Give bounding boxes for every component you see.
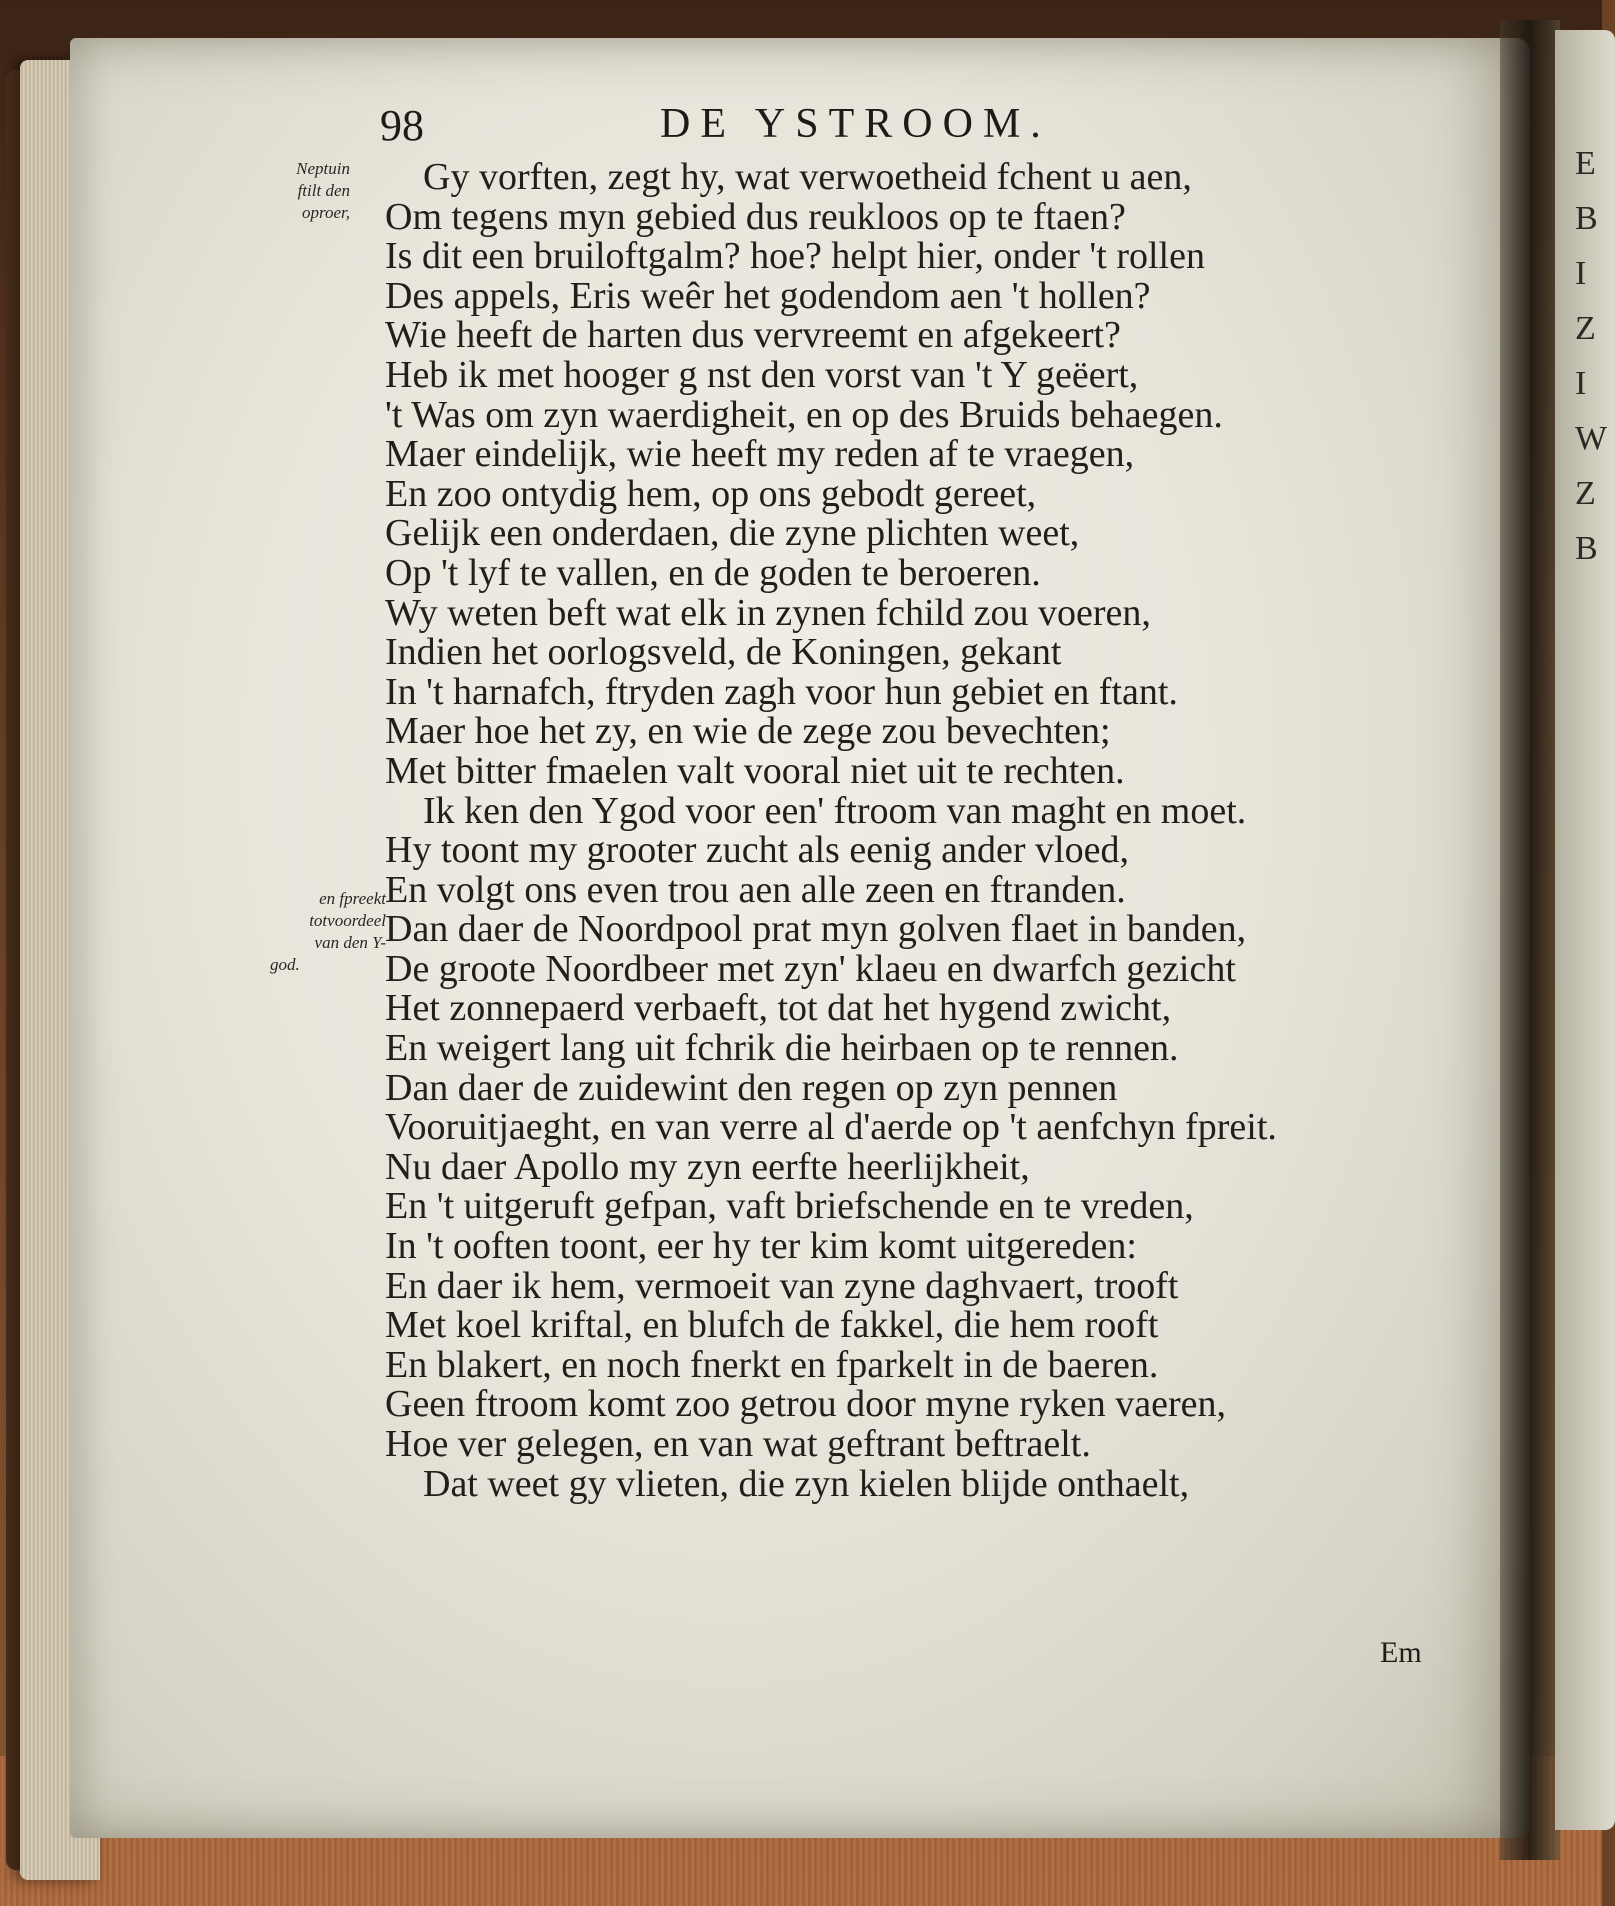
- poem-line: In 't harnafch, ftryden zagh voor hun gebiet en ftant.: [385, 670, 1178, 713]
- poem-line: En volgt ons even trou aen alle zeen en ftranden.: [385, 868, 1126, 911]
- poem-line: Met bitter fmaelen valt vooral niet uit te rechten.: [385, 749, 1125, 792]
- poem-line: Vooruitjaeght, en van verre al d'aerde op 't aenfchyn fpreit.: [385, 1106, 1277, 1149]
- poem-line: En 't uitgeruft gefpan, vaft briefschende en te vreden,: [385, 1185, 1194, 1228]
- poem-line: En zoo ontydig hem, op ons gebodt gereet,: [385, 472, 1037, 515]
- facing-page-letter: Z: [1575, 310, 1596, 347]
- margin-note-ygod: [230, 888, 386, 976]
- poem-line: Heb ik met hooger g nst den vorst van 't Y geëert,: [385, 353, 1139, 396]
- poem-line: Gelijk een onderdaen, die zyne plichten weet,: [385, 512, 1080, 555]
- margin-note-line: en fpreekt: [319, 889, 386, 908]
- poem-line: Wie heeft de harten dus vervreemt en afgekeert?: [385, 314, 1121, 357]
- page-header: [380, 100, 1180, 150]
- poem-line: Met koel kriftal, en blufch de fakkel, die hem rooft: [385, 1304, 1159, 1347]
- poem-line: Ik ken den Ygod voor een' ftroom van maght en moet.: [423, 789, 1247, 832]
- margin-note-neptuin: [240, 158, 350, 224]
- facing-page-letter: W: [1575, 420, 1608, 457]
- poem-line: En weigert lang uit fchrik die heirbaen op te rennen.: [385, 1027, 1179, 1070]
- poem-line: Indien het oorlogsveld, de Koningen, gekant: [385, 631, 1062, 674]
- poem-line: Des appels, Eris weêr het godendom aen 't hollen?: [385, 274, 1151, 317]
- facing-page-letter: I: [1575, 365, 1587, 402]
- margin-note-line: oproer,: [301, 203, 350, 222]
- poem-line: En daer ik hem, vermoeit van zyne daghvaert, trooft: [385, 1264, 1179, 1307]
- facing-page-letter: Z: [1575, 475, 1596, 512]
- poem-line: Dan daer de Noordpool prat myn golven flaet in banden,: [385, 908, 1247, 951]
- page-number: 98: [380, 101, 424, 150]
- poem-line: In 't ooften toont, eer hy ter kim komt uitgereden:: [385, 1225, 1137, 1268]
- poem-line: Het zonnepaerd verbaeft, tot dat het hygend zwicht,: [385, 987, 1172, 1030]
- poem-line: Hoe ver gelegen, en van wat geftrant beftraelt.: [385, 1423, 1091, 1465]
- poem-line: Maer hoe het zy, en wie de zege zou bevechten;: [385, 710, 1111, 753]
- poem-line: Dat weet gy vlieten, die zyn kielen blijde onthaelt,: [423, 1462, 1190, 1505]
- poem-line: Maer eindelijk, wie heeft my reden af te vraegen,: [385, 433, 1135, 476]
- poem-line: Gy vorften, zegt hy, wat verwoetheid fchent u aen,: [423, 156, 1192, 198]
- facing-page-letter: E: [1575, 145, 1596, 182]
- poem-line: Is dit een bruiloftgalm? hoe? helpt hier, onder 't rollen: [385, 235, 1205, 278]
- margin-note-line: god.: [270, 955, 300, 974]
- poem-line: En blakert, en noch fnerkt en fparkelt in de baeren.: [385, 1343, 1159, 1386]
- facing-page-letter: I: [1575, 255, 1587, 292]
- book-gutter: [1500, 20, 1560, 1860]
- poem-line: 't Was om zyn waerdigheit, en op des Bruids behaegen.: [385, 393, 1223, 436]
- facing-page-letter: B: [1575, 530, 1598, 567]
- poem-line: De groote Noordbeer met zyn' klaeu en dwarfch gezicht: [385, 947, 1236, 990]
- poem-line: Nu daer Apollo my zyn eerfte heerlijkheit,: [385, 1145, 1030, 1188]
- catchword: Em: [1380, 1636, 1422, 1669]
- facing-page-letter: B: [1575, 200, 1598, 237]
- poem-line: Hy toont my grooter zucht als eenig ander vloed,: [385, 829, 1129, 872]
- poem-line: Wy weten beft wat elk in zynen fchild zou voeren,: [385, 591, 1151, 634]
- margin-note-line: totvoordeel: [309, 911, 386, 930]
- poem-line: Op 't lyf te vallen, en de goden te beroeren.: [385, 551, 1041, 594]
- margin-note-line: ftilt den: [297, 181, 350, 200]
- margin-note-line: van den Y-: [314, 933, 386, 952]
- poem-text: [385, 158, 1435, 1504]
- facing-page: [1555, 30, 1615, 1830]
- poem-line: Dan daer de zuidewint den regen op zyn pennen: [385, 1066, 1118, 1109]
- running-title: DE YSTROOM.: [660, 101, 1051, 147]
- margin-note-line: Neptuin: [296, 159, 350, 178]
- poem-line: Geen ftroom komt zoo getrou door myne ryken vaeren,: [385, 1383, 1227, 1426]
- poem-line: Om tegens myn gebied dus reukloos op te ftaen?: [385, 195, 1126, 238]
